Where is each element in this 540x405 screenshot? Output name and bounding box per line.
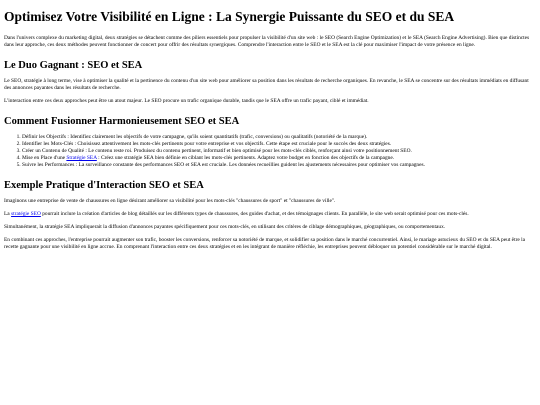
intro-paragraph: Dans l'univers complexe du marketing digital, deux stratégies se détachent comme des piliers essentiels pour propulser la visibilité d'un site web : le SEO (Search Engine Optimization) et le SEA (Search Engine Advertising). Bien que distinctes dans leur approche, ces deux méthodes peuvent fonctionner de concert pour offrir des résultats synergiques. Comprendre l'interaction entre le SEO et le SEA est la clé pour maximiser l'impact de votre présence en ligne. — [4, 35, 530, 48]
step-item-sea-strategy — [22, 155, 533, 162]
example-paragraph-4: En combinant ces approches, l'entreprise pourrait augmenter son trafic, booster les conversions, renforcer sa notoriété de marque, et solidifier sa position dans le marché concurrentiel. Ainsi, le mariage astucieux du SEO et du SEA peut être la recette gagnante pour une visibilité en ligne accrue. En comprenant l'interaction entre ces deux stratégies et en les intégrant de manière réfléchie, les entreprises peuvent débloquer un potentiel considérable sur le marché digital. — [4, 237, 525, 250]
sea-strategy-link[interactable]: Stratégie SEA — [66, 155, 97, 161]
section-heading-fusion: Comment Fusionner Harmonieusement SEO et SEA — [4, 116, 240, 127]
example-text-before-link: La — [4, 211, 12, 217]
step-item-performance: 5. Suivre les Performances : La surveillance constante des performances SEO et SEA est cruciale. Les données recueillies guident les ajustements nécessaires pour optimiser vos campagnes. — [22, 162, 533, 169]
example-paragraph-2 — [4, 211, 533, 218]
step-item-objectives: 1. Définir les Objectifs : Identifiez clairement les objectifs de votre campagne, qu'ils soient quantitatifs (trafic, conversions) ou qualitatifs (notoriété de la marque). — [22, 134, 533, 141]
example-paragraph-3: Simultanément, la stratégie SEA impliquerait la diffusion d'annonces payantes spécifiquement pour ces mots-clés, en utilisant des critères de ciblage démographiques, géographiques, ou comportementaux. — [4, 224, 446, 230]
step-item-content: 3. Créer un Contenu de Qualité : Le contenu reste roi. Produisez du contenu pertinent, informatif et bien optimisé pour les mots-clés ciblés, renforçant ainsi votre positionnement SEO. — [22, 148, 533, 155]
step-text-before-link: Mise en Place d'une — [22, 155, 67, 161]
step-item-keywords: 2. Identifier les Mots-Clés : Choisissez attentivement les mots-clés pertinents pour votre entreprise et vos objectifs. Cette étape est cruciale pour le succès des deux stratégies. — [22, 141, 533, 148]
steps-list — [4, 134, 533, 169]
section-heading-duo: Le Duo Gagnant : SEO et SEA — [4, 60, 143, 71]
duo-paragraph-1: Le SEO, stratégie à long terme, vise à optimiser la qualité et la pertinence du contenu d'un site web pour améliorer sa position dans les résultats de recherche organiques. En revanche, le SEA se concentre sur des résultats immédiats en diffusant des annonces payantes dans les résultats de recherche. — [4, 78, 529, 91]
section-heading-example: Exemple Pratique d'Interaction SEO et SEA — [4, 180, 204, 191]
seo-strategy-link[interactable]: stratégie SEO — [11, 211, 41, 217]
duo-paragraph-2: L'interaction entre ces deux approches peut être un atout majeur. Le SEO procure un trafic organique durable, tandis que le SEA offre un trafic payant, ciblé et immédiat. — [4, 98, 369, 104]
page-title: Optimisez Votre Visibilité en Ligne : La Synergie Puissante du SEO et du SEA — [4, 9, 455, 24]
example-paragraph-1: Imaginons une entreprise de vente de chaussures en ligne désirant améliorer sa visibilité pour les mots-clés "chaussures de sport" et "chaussures de ville". — [4, 198, 336, 204]
example-text-after-link: pourrait inclure la création d'articles de blog détaillés sur les différents types de chaussures, des guides d'achat, et des témoignages clients. En parallèle, le site web serait optimisé pour ces mots-clés. — [40, 211, 469, 217]
step-text-after-link: : Créez une stratégie SEA bien définie en ciblant les mots-clés pertinents. Adaptez votre budget en fonction des objectifs de la campagne. — [96, 155, 395, 161]
